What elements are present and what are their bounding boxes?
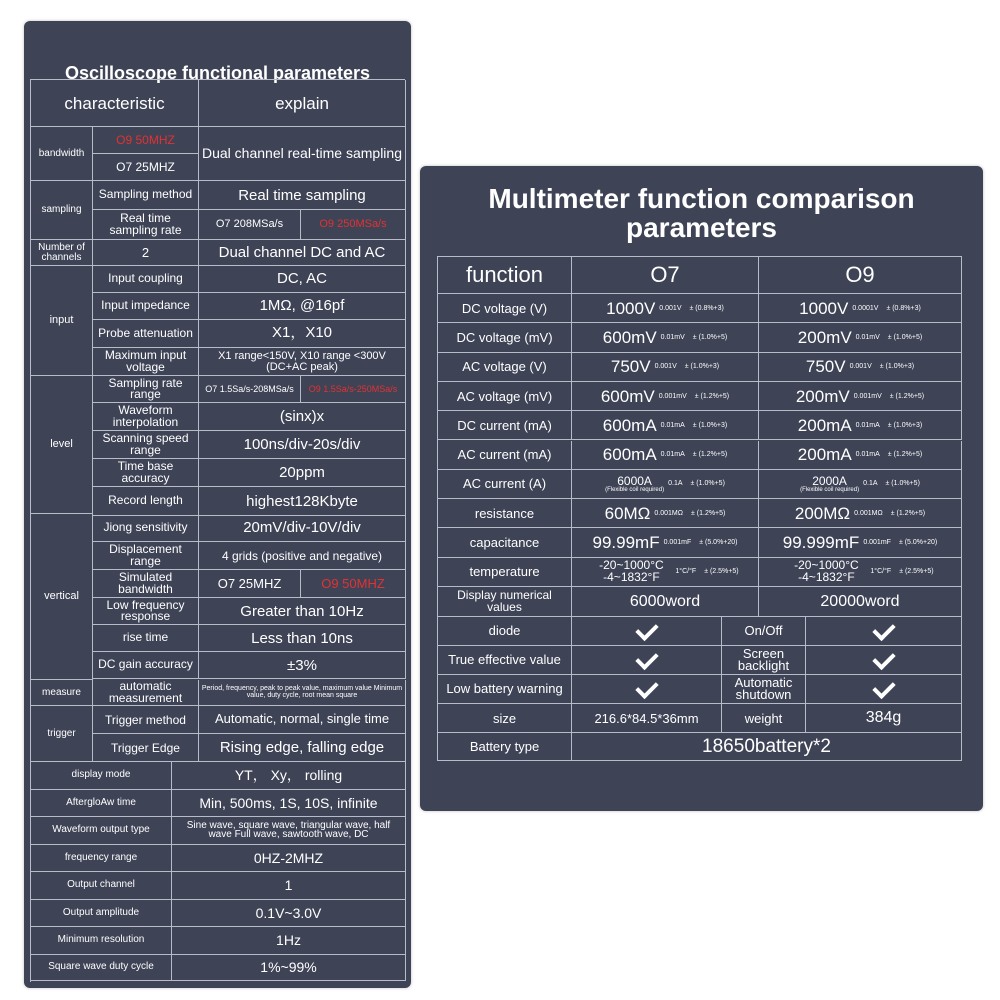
mm-value-resolution: 0.001V xyxy=(849,363,872,371)
mm-value-accuracy: ± (1.0%+3) xyxy=(879,363,915,371)
mm-value-resolution: 0.001mF xyxy=(863,539,891,547)
mm-header-o7: O7 xyxy=(572,257,759,294)
mm-row-o9-8 xyxy=(759,528,962,557)
mm-battery-label: Battery type xyxy=(438,733,572,761)
mm-row-o7-6 xyxy=(572,470,759,499)
mm-value-accuracy: ± (1.0%+5) xyxy=(690,480,725,488)
input-value-1: 1MΩ, @16pf xyxy=(199,293,406,320)
mm-value-accuracy: ± (1.0%+3) xyxy=(684,363,720,371)
input-label-3: Maximum input voltage xyxy=(93,348,199,376)
mm-row-o7-7 xyxy=(572,499,759,528)
bottom-value-5: 0.1V~3.0V xyxy=(172,900,406,928)
bottom-value-4: 1 xyxy=(172,872,406,900)
mm-feature-right-1: Screen backlight xyxy=(722,646,806,675)
mm-value-resolution: 0.01mV xyxy=(855,333,880,341)
mm-value-main xyxy=(605,475,664,493)
level-label-2: Time base accuracy xyxy=(93,459,199,487)
mm-value-resolution: 0.1A xyxy=(863,480,878,488)
mm-value-main: -20~1000°C -4~1832°F xyxy=(599,558,664,584)
channels-value: Dual channel DC and AC xyxy=(199,240,406,266)
level-value-0: (sinx)x xyxy=(199,403,406,431)
mm-row-o9-0 xyxy=(759,294,962,323)
mm-row-name-0: DC voltage (V) xyxy=(438,294,572,323)
level-value-3: highest128Kbyte xyxy=(199,487,406,516)
bandwidth-o9: O9 50MHZ xyxy=(93,127,199,154)
mm-value-main: 750V xyxy=(805,357,846,377)
mm-value-resolution: 0.01mV xyxy=(660,333,685,341)
mm-value-main: 99.99mF xyxy=(592,533,660,553)
mm-value-accuracy: ± (2.5%+5) xyxy=(899,568,934,576)
vertical-value-1: 4 grids (positive and negative) xyxy=(199,542,406,570)
oscilloscope-title: Oscilloscope functional parameters xyxy=(64,63,371,83)
mm-value-main: 600mV xyxy=(600,386,655,406)
row-label-level: level xyxy=(31,376,93,514)
mm-value-accuracy: ± (0.8%+3) xyxy=(886,304,921,312)
input-label-2: Probe attenuation xyxy=(93,320,199,348)
input-value-2: X1，X10 xyxy=(199,320,406,348)
mm-value-accuracy: ± (1.2%+5) xyxy=(890,509,926,517)
mm-value-accuracy: ± (1.0%+5) xyxy=(885,480,920,488)
mm-value-accuracy: ± (1.0%+3) xyxy=(692,421,728,429)
input-label-0: Input coupling xyxy=(93,266,199,293)
bottom-value-2: Sine wave, square wave, triangular wave, half wave Full wave, sawtooth wave, DC xyxy=(172,817,406,845)
mm-row-o7-4 xyxy=(572,411,759,440)
mm-value-resolution: 0.1A xyxy=(668,480,683,488)
mm-row-name-6: AC current (A) xyxy=(438,470,572,499)
mm-value-resolution: 0.0001V xyxy=(852,304,879,312)
mm-value-accuracy: ± (1.2%+5) xyxy=(690,509,726,517)
check-icon xyxy=(806,646,962,675)
mm-row-o7-0 xyxy=(572,294,759,323)
mm-row-o7-5 xyxy=(572,441,759,470)
bottom-label-5: Output amplitude xyxy=(31,900,172,928)
mm-row-o9-1 xyxy=(759,323,962,352)
mm-row-name-1: DC voltage (mV) xyxy=(438,323,572,352)
row-label-measure: measure xyxy=(31,680,93,706)
mm-row-o9-4 xyxy=(759,411,962,440)
mm-value-main: 600mA xyxy=(602,445,657,465)
mm-weight-value: 384g xyxy=(806,704,962,733)
sampling-rate-o9: O9 250MSa/s xyxy=(301,210,406,240)
bottom-label-7: Square wave duty cycle xyxy=(31,955,172,981)
mm-row-name-9: temperature xyxy=(438,558,572,587)
check-icon xyxy=(806,617,962,646)
mm-value-main: 60MΩ xyxy=(604,503,651,523)
row-label-input: input xyxy=(31,266,93,376)
mm-value-main: 200mV xyxy=(795,386,850,406)
mm-value-main: 200mA xyxy=(797,445,852,465)
mm-value-main: 1000V xyxy=(606,298,656,318)
bottom-label-1: AftergloAw time xyxy=(31,790,172,818)
sampling-method-value: Real time sampling xyxy=(199,181,406,210)
sampling-rate-o7: O7 208MSa/s xyxy=(199,210,301,240)
mm-battery-value: 18650battery*2 xyxy=(572,733,962,761)
mm-value-accuracy: ± (5.0%+20) xyxy=(898,539,938,547)
mm-value-main: 200mA xyxy=(797,415,852,435)
mm-value-resolution: 0.001V xyxy=(654,363,677,371)
mm-row-name-3: AC voltage (mV) xyxy=(438,382,572,411)
mm-value-accuracy: ± (1.0%+5) xyxy=(887,333,923,341)
mm-value-accuracy: ± (2.5%+5) xyxy=(704,568,739,576)
mm-row-name-5: AC current (mA) xyxy=(438,441,572,470)
level-label-3: Record length xyxy=(93,487,199,516)
level-label-0: Waveform interpolation xyxy=(93,403,199,431)
check-icon xyxy=(572,617,722,646)
mm-value-resolution: 0.01mA xyxy=(660,421,685,429)
bottom-label-2: Waveform output type xyxy=(31,817,172,845)
mm-feature-left-2: Low battery warning xyxy=(438,675,572,704)
bottom-label-0: display mode xyxy=(31,762,172,790)
vertical2-label-1: rise time xyxy=(93,625,199,652)
mm-value-main: 600mA xyxy=(602,415,657,435)
check-icon xyxy=(806,675,962,704)
vertical-sim-label: Simulated bandwidth xyxy=(93,570,199,598)
bottom-value-7: 1%~99% xyxy=(172,955,406,981)
mm-header-o9: O9 xyxy=(759,257,962,294)
bottom-value-6: 1Hz xyxy=(172,927,406,955)
mm-value-accuracy: ± (1.0%+3) xyxy=(887,421,923,429)
mm-value-accuracy: ± (1.2%+5) xyxy=(889,392,925,400)
level-rate-o7: O7 1.5Sa/s-208MSa/s xyxy=(199,376,301,403)
mm-value-main: 600mV xyxy=(602,327,657,347)
row-label-bandwidth: bandwidth xyxy=(31,127,93,181)
check-icon xyxy=(572,646,722,675)
level-rate-label: Sampling rate range xyxy=(93,376,199,403)
mm-header-function: function xyxy=(438,257,572,294)
channels-count: 2 xyxy=(93,240,199,266)
vertical-label-1: Displacement range xyxy=(93,542,199,570)
bottom-value-0: YT， Xy， rolling xyxy=(172,762,406,790)
mm-value-resolution: 0.001mF xyxy=(663,539,692,547)
mm-row-o7-2 xyxy=(572,353,759,382)
level-rate-o9: O9 1.5Sa/s-250MSa/s xyxy=(301,376,406,403)
level-value-1: 100ns/div-20s/div xyxy=(199,431,406,459)
mm-row-o7-9 xyxy=(572,558,759,587)
measure-value: Period, frequency, peak to peak value, maximum value Minimum value, duty cycle, root mean square xyxy=(199,680,406,706)
mm-value-main: 1000V xyxy=(799,298,849,318)
mm-weight-label: weight xyxy=(722,704,806,733)
mm-value-resolution: 0.001MΩ xyxy=(854,509,883,517)
bottom-label-6: Minimum resolution xyxy=(31,927,172,955)
sampling-rate-label: Real time sampling rate xyxy=(93,210,199,240)
mm-value-main: 2000A xyxy=(812,473,847,488)
input-value-3: X1 range<150V, X10 range <300V (DC+AC peak) xyxy=(199,348,406,376)
mm-value-accuracy: ± (1.2%+5) xyxy=(692,451,728,459)
multimeter-panel xyxy=(420,166,983,811)
mm-value-accuracy: ± (1.2%+5) xyxy=(887,451,923,459)
mm-value-main: 99.999mF xyxy=(782,533,860,553)
bottom-label-3: frequency range xyxy=(31,845,172,873)
mm-value-resolution: 0.01mA xyxy=(855,451,880,459)
vertical-label-0: Jiong sensitivity xyxy=(93,514,199,542)
mm-row-o9-2 xyxy=(759,353,962,382)
mm-size-value: 216.6*84.5*36mm xyxy=(572,704,722,733)
vertical-value-0: 20mV/div-10V/div xyxy=(199,514,406,542)
input-label-1: Input impedance xyxy=(93,293,199,320)
mm-row-name-2: AC voltage (V) xyxy=(438,353,572,382)
vertical2-value-2: ±3% xyxy=(199,652,406,679)
mm-row-o7-1 xyxy=(572,323,759,352)
mm-row-o7-3 xyxy=(572,382,759,411)
multimeter-title: Multimeter function comparison parameters xyxy=(488,183,915,243)
mm-row-o9-5 xyxy=(759,441,962,470)
row-label-trigger: trigger xyxy=(31,706,93,762)
mm-size-label: size xyxy=(438,704,572,733)
level-value-2: 20ppm xyxy=(199,459,406,487)
mm-display-o7: 6000word xyxy=(572,587,759,617)
mm-feature-left-1: True effective value xyxy=(438,646,572,675)
mm-value-main: 200mV xyxy=(797,327,852,347)
header-characteristic: characteristic xyxy=(31,80,199,127)
mm-display-label: Display numerical values xyxy=(438,587,572,617)
mm-value-accuracy: ± (1.2%+5) xyxy=(694,392,730,400)
multimeter-table xyxy=(437,256,962,761)
measure-sub: automatic measurement xyxy=(93,680,199,706)
mm-value-resolution: 0.001mV xyxy=(853,392,882,400)
mm-value-resolution: 0.001mV xyxy=(658,392,687,400)
mm-value-main xyxy=(800,475,859,493)
mm-row-o9-6 xyxy=(759,470,962,499)
mm-value-resolution: 1°C/°F xyxy=(675,568,697,576)
mm-value-main: 200MΩ xyxy=(794,503,851,523)
bandwidth-note: Dual channel real-time sampling xyxy=(199,127,406,181)
row-label-vertical: vertical xyxy=(31,514,93,680)
mm-value-accuracy: ± (0.8%+3) xyxy=(689,304,724,312)
bottom-value-1: Min, 500ms, 1S, 10S, infinite xyxy=(172,790,406,818)
mm-row-o9-7 xyxy=(759,499,962,528)
mm-value-main: 6000A xyxy=(617,473,652,488)
mm-value-resolution: 0.01mA xyxy=(855,421,880,429)
mm-row-o9-9 xyxy=(759,558,962,587)
input-value-0: DC, AC xyxy=(199,266,406,293)
header-explain: explain xyxy=(199,80,406,127)
trigger-label-0: Trigger method xyxy=(93,706,199,734)
mm-value-resolution: 0.001V xyxy=(659,304,682,312)
mm-row-o9-3 xyxy=(759,382,962,411)
mm-value-main: -20~1000°C -4~1832°F xyxy=(794,558,859,584)
vertical-sim-o7: O7 25MHZ xyxy=(199,570,301,598)
vertical2-label-2: DC gain accuracy xyxy=(93,652,199,679)
vertical2-label-0: Low frequency response xyxy=(93,598,199,625)
mm-row-name-4: DC current (mA) xyxy=(438,411,572,440)
mm-feature-right-2: Automatic shutdown xyxy=(722,675,806,704)
row-label-sampling: sampling xyxy=(31,181,93,240)
mm-value-resolution: 0.01mA xyxy=(660,451,685,459)
bandwidth-o7: O7 25MHZ xyxy=(93,154,199,181)
bottom-label-4: Output channel xyxy=(31,872,172,900)
mm-value-resolution: 1°C/°F xyxy=(870,568,892,576)
check-icon xyxy=(572,675,722,704)
vertical-sim-o9: O9 50MHZ xyxy=(301,570,406,598)
mm-row-name-8: capacitance xyxy=(438,528,572,557)
mm-feature-left-0: diode xyxy=(438,617,572,646)
mm-coil-note: (Flexible coil required) xyxy=(800,486,860,493)
oscilloscope-panel xyxy=(24,21,411,988)
mm-value-accuracy: ± (1.0%+5) xyxy=(692,333,728,341)
row-label-channels: Number of channels xyxy=(31,240,93,266)
trigger-value-1: Rising edge, falling edge xyxy=(199,734,406,762)
level-label-1: Scanning speed range xyxy=(93,431,199,459)
mm-value-main: 750V xyxy=(610,357,651,377)
mm-value-accuracy: ± (5.0%+20) xyxy=(699,539,738,547)
mm-value-resolution: 0.001MΩ xyxy=(654,509,683,517)
vertical2-value-1: Less than 10ns xyxy=(199,625,406,652)
vertical2-value-0: Greater than 10Hz xyxy=(199,598,406,625)
sampling-method-label: Sampling method xyxy=(93,181,199,210)
trigger-label-1: Trigger Edge xyxy=(93,734,199,762)
mm-display-o9: 20000word xyxy=(759,587,962,617)
mm-row-o7-8 xyxy=(572,528,759,557)
oscilloscope-table xyxy=(30,79,405,982)
mm-coil-note: (Flexible coil required) xyxy=(605,486,665,493)
bottom-value-3: 0HZ-2MHZ xyxy=(172,845,406,873)
mm-row-name-7: resistance xyxy=(438,499,572,528)
mm-feature-right-0: On/Off xyxy=(722,617,806,646)
trigger-value-0: Automatic, normal, single time xyxy=(199,706,406,734)
